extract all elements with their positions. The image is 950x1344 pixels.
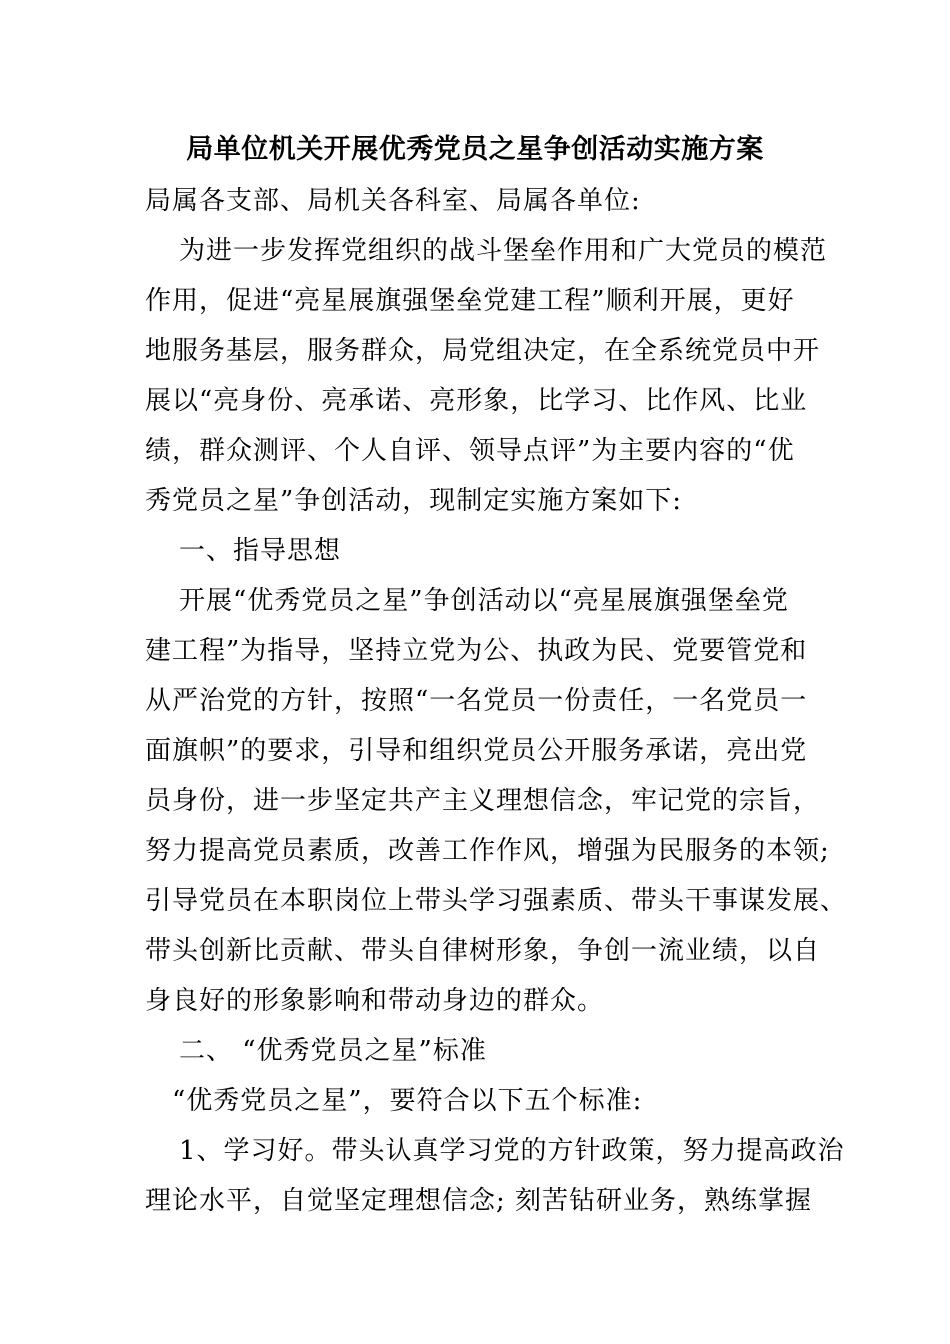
paragraph-line: 员身份，进一步坚定共产主义理想信念，牢记党的宗旨， [145, 786, 821, 816]
section-heading: 一、指导思想 [179, 536, 342, 566]
document-title: 局单位机关开展优秀党员之星争创活动实施方案 [186, 134, 764, 165]
paragraph-line: “优秀党员之星”，要符合以下五个标准: [172, 1086, 643, 1116]
paragraph-line: 建工程”为指导，坚持立党为公、执政为民、党要管党和 [145, 636, 808, 666]
paragraph-line: 地服务基层，服务群众，局党组决定，在全系统党员中开 [145, 336, 821, 366]
paragraph-line: 身良好的形象影响和带动身边的群众。 [145, 986, 605, 1016]
paragraph-line: 从严治党的方针，按照“一名党员一份责任，一名党员一 [145, 686, 808, 716]
section-heading: 二、 “优秀党员之星”标准 [179, 1036, 487, 1066]
paragraph-line: 引导党员在本职岗位上带头学习强素质、带头干事谋发展、 [145, 886, 848, 916]
paragraph-line: 秀党员之星”争创活动，现制定实施方案如下: [145, 486, 683, 516]
salutation-line: 局属各支部、局机关各科室、局属各单位: [145, 186, 641, 216]
paragraph-line: 展以“亮身份、亮承诺、亮形象，比学习、比作风、比业 [145, 386, 808, 416]
paragraph-line: 努力提高党员素质，改善工作作风，增强为民服务的本领; [145, 836, 830, 866]
paragraph-line: 绩，群众测评、个人自评、领导点评”为主要内容的“优 [145, 436, 795, 466]
paragraph-line: 为进一步发挥党组织的战斗堡垒作用和广大党员的模范 [179, 236, 828, 266]
paragraph-line: 面旗帜”的要求，引导和组织党员公开服务承诺，亮出党 [145, 736, 808, 766]
paragraph-line: 开展“优秀党员之星”争创活动以“亮星展旗强堡垒党 [179, 586, 789, 616]
paragraph-line: 理论水平，自觉坚定理想信念; 刻苦钻研业务，熟练掌握 [145, 1186, 813, 1216]
paragraph-line: 带头创新比贡献、带头自律树形象，争创一流业绩，以自 [145, 936, 821, 966]
paragraph-line: 作用，促进“亮星展旗强堡垒党建工程”顺利开展，更好 [145, 286, 795, 316]
paragraph-line: 1、学习好。带头认真学习党的方针政策，努力提高政治 [179, 1136, 845, 1166]
